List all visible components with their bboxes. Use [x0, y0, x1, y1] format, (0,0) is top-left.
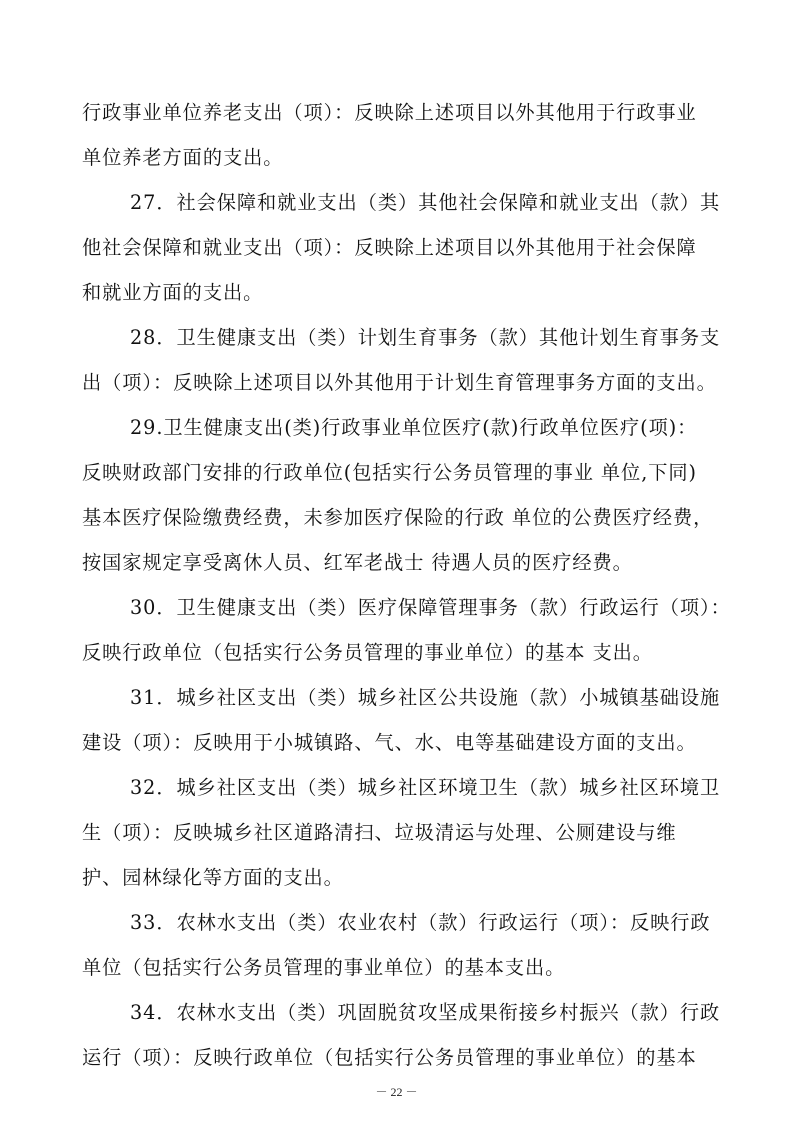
text-line: 行政事业单位养老支出（项）：反映除上述项目以外其他用于行政事业 [82, 101, 697, 124]
paragraph-31-line: 31．城乡社区支出（类）城乡社区公共设施（款）小城镇基础设施 [130, 686, 721, 709]
text-line: 生（项）：反映城乡社区道路清扫、垃圾清运与处理、公厕建设与维 [82, 821, 677, 844]
text-line: 反映财政部门安排的行政单位(包括实行公务员管理的事业 单位,下同) [82, 461, 697, 484]
paragraph-33-line: 33．农林水支出（类）农业农村（款）行政运行（项）：反映行政 [130, 911, 711, 934]
paragraph-34-line: 34．农林水支出（类）巩固脱贫攻坚成果衔接乡村振兴（款）行政 [130, 1001, 721, 1024]
text-line: 单位养老方面的支出。 [82, 146, 284, 169]
text-line: 单位（包括实行公务员管理的事业单位）的基本支出。 [82, 956, 566, 979]
text-line: 运行（项）：反映行政单位（包括实行公务员管理的事业单位）的基本 [82, 1046, 697, 1069]
paragraph-27-line: 27．社会保障和就业支出（类）其他社会保障和就业支出（款）其 [130, 191, 721, 214]
text-line: 按国家规定享受离休人员、红军老战士 待遇人员的医疗经费。 [82, 551, 633, 574]
page-number: － 22 － [375, 1085, 418, 1099]
paragraph-29-line: 29.卫生健康支出(类)行政事业单位医疗(款)行政单位医疗(项)： [130, 416, 698, 439]
text-line: 护、园林绿化等方面的支出。 [82, 866, 344, 889]
paragraph-30-line: 30．卫生健康支出（类）医疗保障管理事务（款）行政运行（项）： [130, 596, 731, 619]
text-line: 出（项）：反映除上述项目以外其他用于计划生育管理事务方面的支出。 [82, 371, 717, 394]
text-line: 建设（项）：反映用于小城镇路、气、水、电等基础建设方面的支出。 [82, 731, 697, 754]
paragraph-28-line: 28．卫生健康支出（类）计划生育事务（款）其他计划生育事务支 [130, 326, 721, 349]
text-line: 他社会保障和就业支出（项）：反映除上述项目以外其他用于社会保障 [82, 236, 697, 259]
text-line: 反映行政单位（包括实行公务员管理的事业单位）的基本 支出。 [82, 641, 653, 664]
text-line: 和就业方面的支出。 [82, 281, 264, 304]
text-line: 基本医疗保险缴费经费，未参加医疗保险的行政 单位的公费医疗经费， [82, 506, 714, 529]
paragraph-32-line: 32．城乡社区支出（类）城乡社区环境卫生（款）城乡社区环境卫 [130, 776, 721, 799]
